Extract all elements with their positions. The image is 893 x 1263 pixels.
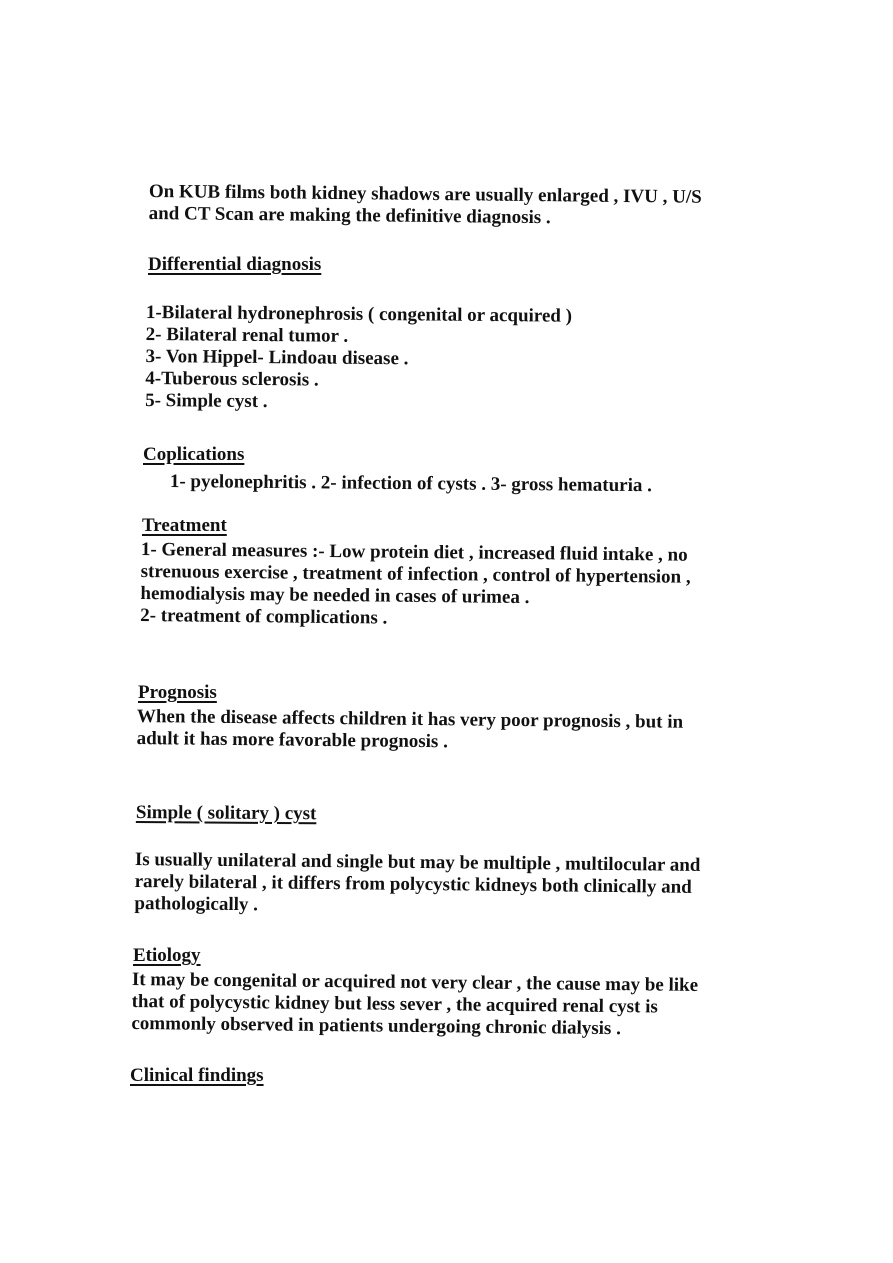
treatment-line: 2- treatment of complications . xyxy=(140,604,388,629)
prognosis-line: When the disease affects children it has very poor prognosis , but in xyxy=(136,706,684,733)
treatment-line: 1- General measures :- Low protein diet , increased fluid intake , no xyxy=(140,539,688,566)
differential-heading: Differential diagnosis xyxy=(148,254,322,275)
list-item: 1-Bilateral hydronephrosis ( congenital or acquired ) xyxy=(145,302,573,327)
intro-line: On KUB films both kidney shadows are usually enlarged , IVU , U/S xyxy=(148,181,702,208)
prognosis-paragraph xyxy=(137,706,684,756)
simple-cyst-line: pathologically . xyxy=(134,892,259,916)
treatment-line: strenuous exercise , treatment of infection , control of hypertension , xyxy=(140,560,691,588)
treatment-line: hemodialysis may be needed in cases of urimea . xyxy=(140,582,530,609)
simple-cyst-line: Is usually unilateral and single but may be multiple , multilocular and xyxy=(134,849,701,876)
simple-cyst-line: rarely bilateral , it differs from polycystic kidneys both clinically and xyxy=(134,870,692,898)
simple-cyst-paragraph xyxy=(134,849,700,921)
treatment-paragraph xyxy=(140,539,691,633)
intro-line: and CT Scan are making the definitive diagnosis . xyxy=(148,202,551,229)
complications-text: 1- pyelonephritis . 2- infection of cysts . 3- gross hematuria . xyxy=(169,471,652,497)
etiology-line: It may be congenital or acquired not very clear , the cause may be like xyxy=(131,969,699,996)
intro-paragraph xyxy=(149,181,702,231)
etiology-line: commonly observed in patients undergoing chronic dialysis . xyxy=(131,1012,621,1040)
simple-cyst-heading: Simple ( solitary ) cyst xyxy=(135,802,317,825)
list-item: 3- Von Hippel- Lindoau disease . xyxy=(145,345,409,370)
list-item: 5- Simple cyst . xyxy=(145,389,268,413)
clinical-findings-heading: Clinical findings xyxy=(130,1065,264,1086)
etiology-paragraph xyxy=(131,969,698,1041)
etiology-line: that of polycystic kidney but less sever , the acquired renal cyst is xyxy=(131,990,658,1018)
prognosis-line: adult it has more favorable prognosis . xyxy=(136,727,449,753)
treatment-heading: Treatment xyxy=(142,515,227,536)
etiology-heading: Etiology xyxy=(133,945,201,966)
list-item: 2- Bilateral renal tumor . xyxy=(145,323,349,347)
differential-list xyxy=(145,302,572,416)
list-item: 4-Tuberous sclerosis . xyxy=(145,367,319,391)
complications-heading: Coplications xyxy=(143,444,245,465)
prognosis-heading: Prognosis xyxy=(138,682,217,703)
